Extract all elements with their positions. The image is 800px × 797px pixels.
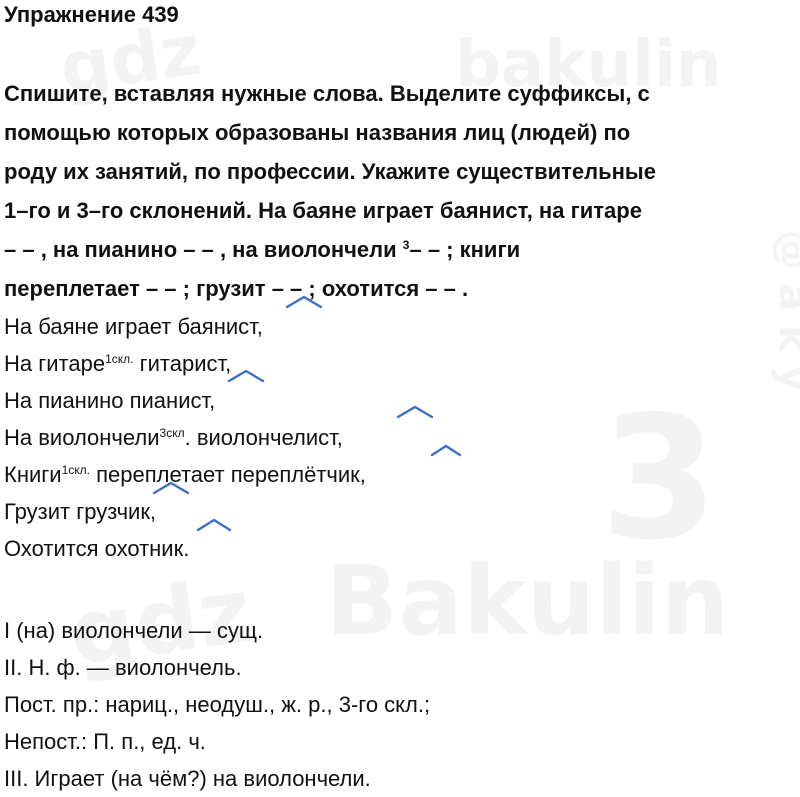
- answer-text: На гитаре: [4, 351, 106, 376]
- answer-text: Книги: [4, 462, 62, 487]
- task-line: [4, 230, 800, 269]
- task-text: [4, 74, 800, 308]
- task-line-part: – – , на пианино – – , на виолончели: [4, 237, 403, 262]
- answer-row: На пианино пианист,: [4, 388, 216, 413]
- declension-note: 1скл.: [61, 463, 90, 477]
- morph-row: I (на) виолончели — сущ.: [4, 618, 264, 643]
- page-title: Упражнение 439: [4, 2, 179, 27]
- declension-superscript: 3: [402, 238, 410, 252]
- answer-text: На виолончели: [4, 425, 160, 450]
- answer-row: Грузит грузчик,: [4, 499, 157, 524]
- morph-row: Пост. пр.: нариц., неодуш., ж. р., 3-го скл.;: [4, 692, 431, 717]
- task-line: Спишите, вставляя нужные слова. Выделите суффиксы, с: [4, 81, 650, 106]
- answer-row: На баяне играет баянист,: [4, 314, 263, 339]
- task-line: роду их занятий, по профессии. Укажите существительные: [4, 159, 656, 184]
- suffix-mark-pereplyotchik-1: [432, 446, 460, 455]
- answer-row: [4, 345, 366, 382]
- answer-text: гитарист,: [133, 351, 232, 376]
- declension-note: 1скл.: [105, 352, 134, 366]
- suffix-mark-violonchelist: [398, 407, 432, 417]
- morph-row: III. Играет (на чём?) на виолончели.: [4, 766, 371, 791]
- answer-row: [4, 419, 366, 456]
- morph-row: II. Н. ф. — виолончель.: [4, 655, 242, 680]
- task-line-part: – – ; книги: [409, 237, 521, 262]
- answer-row: [4, 456, 366, 493]
- task-line: переплетает – – ; грузит – – ; охотится – – .: [4, 276, 469, 301]
- answer-text: переплетает переплётчик,: [89, 462, 366, 487]
- task-line: помощью которых образованы названия лиц (людей) по: [4, 120, 631, 145]
- task-line: 1–го и 3–го склонений. На баяне играет баянист, на гитаре: [4, 198, 642, 223]
- answer-text: . виолончелист,: [184, 425, 343, 450]
- morph-row: Непост.: П. п., ед. ч.: [4, 729, 206, 754]
- declension-note: 3скл: [159, 426, 185, 440]
- answer-block: [4, 308, 366, 567]
- watermark-digit: [600, 380, 718, 578]
- morph-analysis: [4, 612, 430, 797]
- answer-row: Охотится охотник.: [4, 536, 190, 561]
